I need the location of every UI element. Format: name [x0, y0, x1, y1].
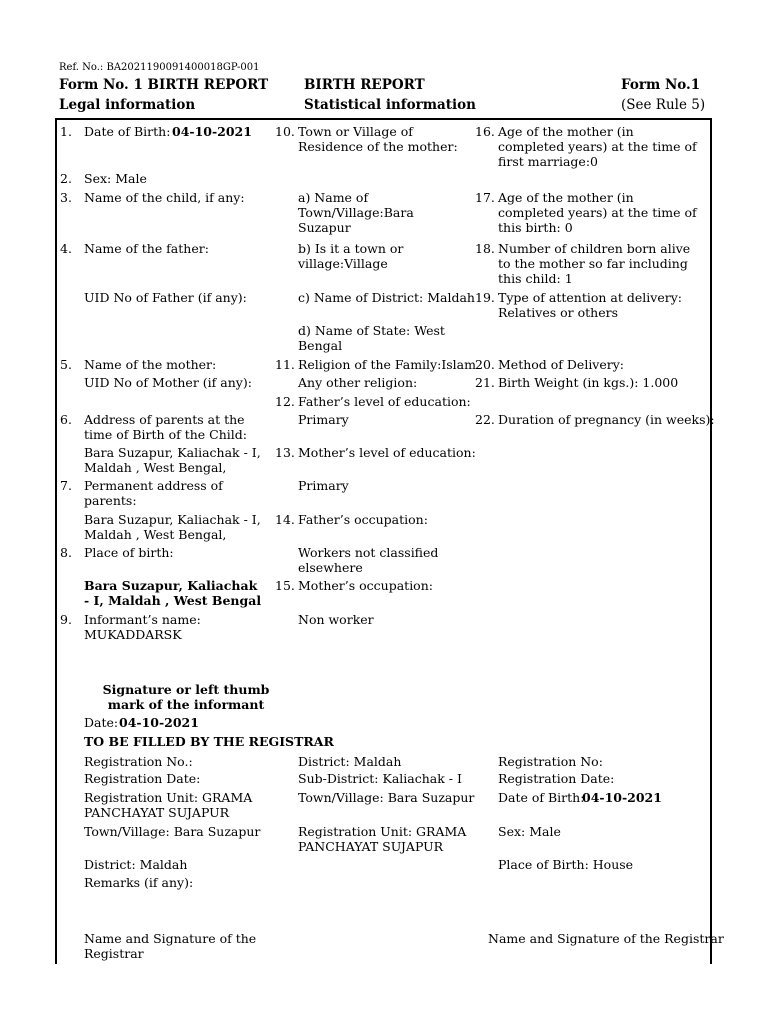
item-number: 8. [60, 545, 72, 560]
father-uid-label: UID No of Father (if any): [84, 290, 247, 305]
mother-name-label: Name of the mother: [84, 357, 217, 372]
registrar-signature-left: Name and Signature of the Registrar [84, 931, 257, 961]
item-number: 9. [60, 612, 72, 627]
reference-number: Ref. No.: BA2021190091400018GP-001 [59, 62, 260, 73]
children-born-alive-field: Number of children born alive to the mother so far including this child: 1 [498, 241, 691, 286]
registration-number-label: Registration No.: [84, 754, 193, 769]
registrar-place-of-birth-field: Place of Birth: House [498, 857, 634, 872]
mother-education-label: Mother’s level of education: [298, 445, 476, 460]
item-number: 19. [475, 290, 495, 305]
item-number: 20. [475, 357, 495, 372]
item-number: 7. [60, 478, 72, 493]
statistical-info-heading: Statistical information [304, 97, 476, 113]
registrar-section-heading: TO BE FILLED BY THE REGISTRAR [84, 734, 334, 749]
mother-occupation-value: Non worker [298, 612, 374, 627]
item-number: 22. [475, 412, 495, 427]
date-label: Date: [84, 715, 119, 730]
delivery-method-field: Method of Delivery: [498, 357, 625, 372]
mother-occupation-label: Mother’s occupation: [298, 578, 433, 593]
mother-uid-label: UID No of Mother (if any): [84, 375, 252, 390]
item-number: 15. [275, 578, 295, 593]
father-name-label: Name of the father: [84, 241, 209, 256]
form-number-right: Form No.1 [621, 77, 701, 93]
attention-at-delivery-field: Type of attention at delivery: Relatives or others [498, 290, 682, 320]
district-field: c) Name of District: Maldah [298, 290, 475, 305]
registrar-town-field-2: Town/Village: Bara Suzapur [298, 790, 475, 805]
dob-value: 04-10-2021 [172, 124, 252, 139]
item-number: 16. [475, 124, 495, 139]
father-occupation-label: Father’s occupation: [298, 512, 428, 527]
registrar-signature-right: Name and Signature of the Registrar [488, 931, 724, 946]
place-of-birth-label: Place of birth: [84, 545, 174, 560]
date-value: 04-10-2021 [119, 715, 199, 730]
item-number: 5. [60, 357, 72, 372]
item-number: 2. [60, 171, 72, 186]
religion-field: Religion of the Family:Islam [298, 357, 476, 372]
item-number: 11. [275, 357, 295, 372]
informant-signature-caption: Signature or left thumb mark of the informant [102, 682, 270, 712]
sub-district-field: Sub-District: Kaliachak - I [298, 771, 462, 786]
father-education-value: Primary [298, 412, 349, 427]
registration-date-label-2: Registration Date: [498, 771, 615, 786]
address-value: Bara Suzapur, Kaliachak - I, Maldah , West Bengal, [84, 445, 261, 475]
permanent-address-label: Permanent address of parents: [84, 478, 223, 508]
item-number: 1. [60, 124, 72, 139]
right-border [710, 118, 712, 964]
form-title-middle: BIRTH REPORT [304, 77, 425, 93]
item-number: 14. [275, 512, 295, 527]
registration-unit-field: Registration Unit: GRAMA PANCHAYAT SUJAPUR [84, 790, 253, 820]
item-number: 6. [60, 412, 72, 427]
other-religion-field: Any other religion: [298, 375, 418, 390]
item-number: 18. [475, 241, 495, 256]
item-number: 4. [60, 241, 72, 256]
age-at-birth-field: Age of the mother (in completed years) at the time of this birth: 0 [498, 190, 697, 235]
remarks-label: Remarks (if any): [84, 875, 194, 890]
registrar-town-field: Town/Village: Bara Suzapur [84, 824, 261, 839]
dob-label: Date of Birth: [84, 124, 171, 139]
permanent-address-value: Bara Suzapur, Kaliachak - I, Maldah , West Bengal, [84, 512, 261, 542]
item-number: 17. [475, 190, 495, 205]
age-first-marriage-field: Age of the mother (in completed years) at the time of first marriage:0 [498, 124, 697, 169]
state-field: d) Name of State: West Bengal [298, 323, 445, 353]
item-number: 13. [275, 445, 295, 460]
rule-reference: (See Rule 5) [621, 97, 706, 113]
registrar-district-field: District: Maldah [84, 857, 188, 872]
registrar-dob-value: 04-10-2021 [582, 790, 662, 805]
father-education-label: Father’s level of education: [298, 394, 471, 409]
place-of-birth-value: Bara Suzapur, Kaliachak - I, Maldah , West Bengal [84, 578, 262, 608]
registration-unit-field-2: Registration Unit: GRAMA PANCHAYAT SUJAPUR [298, 824, 467, 854]
item-number: 21. [475, 375, 495, 390]
item-number: 3. [60, 190, 72, 205]
registrar-dob-label: Date of Birth: [498, 790, 585, 805]
left-border [55, 118, 57, 964]
town-type-field: b) Is it a town or village:Village [298, 241, 404, 271]
item-number: 10. [275, 124, 295, 139]
child-name-label: Name of the child, if any: [84, 190, 245, 205]
top-border [55, 118, 712, 120]
address-label: Address of parents at the time of Birth of the Child: [84, 412, 247, 442]
registration-number-label-2: Registration No: [498, 754, 603, 769]
sex-field: Sex: Male [84, 171, 147, 186]
registrar-sex-field: Sex: Male [498, 824, 561, 839]
form-title-left: Form No. 1 BIRTH REPORT [59, 77, 269, 93]
item-number: 12. [275, 394, 295, 409]
registration-date-label: Registration Date: [84, 771, 201, 786]
town-name-field: a) Name of Town/Village:Bara Suzapur [298, 190, 414, 235]
town-residence-label: Town or Village of Residence of the mother: [298, 124, 458, 154]
legal-info-heading: Legal information [59, 97, 196, 113]
informant-name-label: Informant’s name: [84, 612, 201, 627]
registrar-district-field-2: District: Maldah [298, 754, 402, 769]
mother-education-value: Primary [298, 478, 349, 493]
informant-name-value: MUKADDARSK [84, 627, 182, 642]
pregnancy-duration-field: Duration of pregnancy (in weeks): [498, 412, 715, 427]
father-occupation-value: Workers not classified elsewhere [298, 545, 439, 575]
birth-weight-field: Birth Weight (in kgs.): 1.000 [498, 375, 679, 390]
